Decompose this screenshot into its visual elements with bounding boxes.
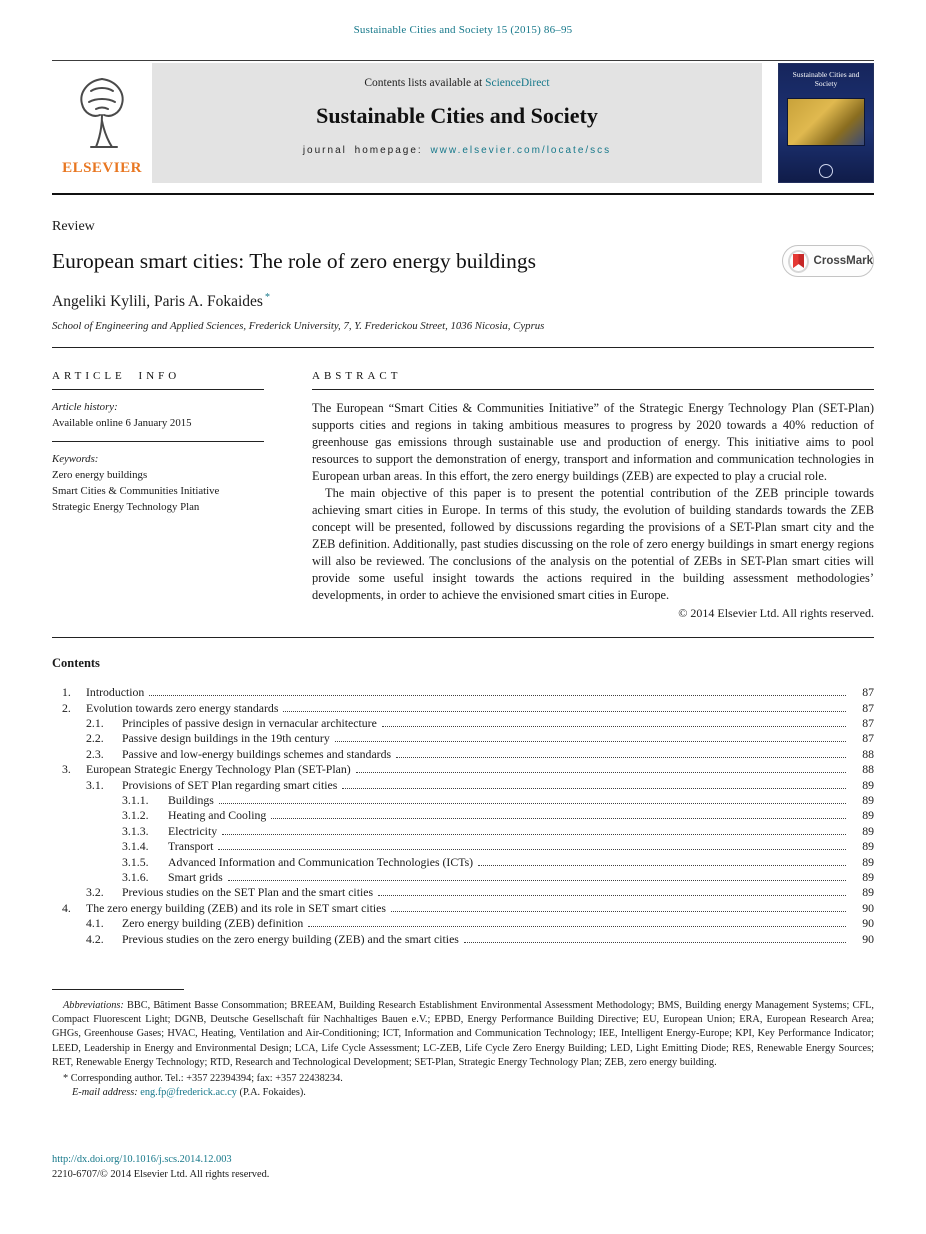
toc-page-number: 88	[862, 762, 874, 777]
toc-leader-dots	[478, 865, 846, 866]
toc-page-number: 87	[862, 685, 874, 700]
toc-section-number: 2.1.	[86, 715, 104, 730]
toc-section-label: Smart grids	[168, 870, 223, 885]
toc-section-number: 4.1.	[86, 916, 104, 931]
toc-leader-dots	[218, 849, 846, 850]
journal-header-band	[52, 63, 874, 183]
toc-row	[52, 932, 874, 947]
info-abstract-columns	[52, 370, 874, 621]
toc-page-number: 90	[862, 900, 874, 915]
header-bottom-rule	[52, 193, 874, 195]
toc-section-number: 3.1.3.	[122, 823, 149, 838]
keywords-block	[52, 442, 264, 516]
toc-row	[52, 916, 874, 931]
toc-row	[52, 855, 874, 870]
toc-leader-dots	[219, 803, 846, 804]
toc-section-label: Passive and low-energy buildings schemes and standards	[122, 746, 392, 761]
email-link[interactable]: eng.fp@frederick.ac.cy	[140, 1087, 237, 1099]
toc-page-number: 90	[862, 916, 874, 931]
toc-section-label: Previous studies on the SET Plan and the smart cities	[122, 885, 374, 900]
abbreviations-note	[52, 999, 874, 1070]
keywords-label: Keywords:	[52, 452, 99, 465]
toc-leader-dots	[335, 741, 846, 742]
copyright-line: © 2014 Elsevier Ltd. All rights reserved.	[678, 606, 874, 621]
toc-leader-dots	[308, 926, 846, 927]
abstract-column	[312, 370, 874, 621]
toc-section-label: Heating and Cooling	[168, 808, 267, 823]
keyword-item: Smart Cities & Communities Initiative	[52, 484, 220, 497]
abstract-body	[312, 390, 874, 621]
abstract-paragraph: The European “Smart Cities & Communities Initiative” of the Strategic Energy Technology Plan (SET-Plan) supports cities and regions in taking ambitious measures to progress by 2020 towards a 40% reduction of greenhouse gas emissions through sustainable use and production of energy. This initiative aims to pool resources to support the demonstration of energy, transport and information and communication technologies in European urban areas. In this effort, the zero energy buildings (ZEB) are expected to play a crucial role.	[312, 401, 874, 484]
affiliation-line: School of Engineering and Applied Sciences, Frederick University, 7, Y. Frederickou Street, 1036 Nicosia, Cyprus	[52, 320, 545, 333]
toc-leader-dots	[382, 726, 846, 727]
email-note	[52, 1086, 874, 1100]
journal-citation-line	[52, 24, 874, 36]
header-main	[52, 63, 762, 183]
toc-row	[52, 762, 874, 777]
elsevier-wordmark: ELSEVIER	[62, 160, 142, 176]
toc-section-label: The zero energy building (ZEB) and its role in SET smart cities	[86, 900, 386, 915]
crossmark-label: CrossMark	[813, 255, 873, 267]
toc-section-label: Buildings	[168, 793, 214, 807]
article-title: European smart cities: The role of zero energy buildings	[52, 249, 537, 273]
toc-section-number: 3.2.	[86, 885, 104, 900]
toc-leader-dots	[464, 942, 846, 943]
toc-page-number: 89	[862, 808, 874, 823]
toc-row	[52, 870, 874, 885]
footnotes-block	[52, 999, 874, 1100]
toc-section-label: Electricity	[168, 823, 218, 838]
toc-page-number: 89	[862, 854, 874, 869]
title-row	[52, 249, 874, 274]
cover-artwork	[787, 98, 865, 146]
toc-row	[52, 778, 874, 793]
toc-leader-dots	[149, 695, 846, 696]
toc-section-label: Introduction	[86, 685, 145, 700]
journal-homepage-line	[162, 145, 752, 156]
crossmark-badge[interactable]	[782, 245, 874, 277]
toc-page-number: 89	[862, 885, 874, 900]
toc-page-number: 87	[862, 715, 874, 730]
elsevier-tree-icon	[69, 69, 135, 158]
toc-section-number: 3.1.5.	[122, 854, 149, 869]
toc-section-number: 4.	[62, 900, 71, 915]
contents-availability-line	[162, 77, 752, 89]
toc-section-number: 3.1.1.	[122, 793, 149, 807]
toc-list	[52, 685, 874, 947]
toc-row	[52, 731, 874, 746]
toc-section-number: 1.	[62, 685, 71, 700]
toc-section-number: 3.	[62, 762, 71, 777]
journal-cover-thumbnail	[778, 63, 874, 183]
contents-prefix-text: Contents lists available at	[364, 77, 486, 89]
toc-page-number: 89	[862, 777, 874, 792]
keyword-item: Zero energy buildings	[52, 468, 148, 481]
toc-leader-dots	[378, 895, 846, 896]
toc-section-number: 3.1.4.	[122, 839, 149, 854]
toc-page-number: 90	[862, 931, 874, 946]
toc-leader-dots	[396, 757, 846, 758]
toc-page-number: 87	[862, 700, 874, 715]
doi-block	[52, 1152, 874, 1182]
toc-row	[52, 793, 874, 808]
cover-publisher-mark	[819, 164, 833, 178]
toc-section-label: Transport	[168, 839, 214, 854]
article-history-block	[52, 390, 264, 431]
footnote-separator-rule	[52, 989, 184, 990]
sciencedirect-link[interactable]: ScienceDirect	[485, 77, 550, 89]
article-info-column	[52, 370, 264, 621]
toc-leader-dots	[271, 818, 846, 819]
toc-section-number: 4.2.	[86, 931, 104, 946]
toc-leader-dots	[228, 880, 846, 881]
email-suffix: (P.A. Fokaides).	[236, 1087, 306, 1099]
toc-row	[52, 701, 874, 716]
contents-heading: Contents	[52, 656, 100, 671]
toc-row	[52, 808, 874, 823]
toc-section-label: Provisions of SET Plan regarding smart cities	[122, 777, 338, 792]
author-names: Angeliki Kylili, Paris A. Fokaides	[52, 293, 263, 311]
toc-section-number: 2.	[62, 700, 71, 715]
toc-page-number: 88	[862, 746, 874, 761]
toc-section-label: European Strategic Energy Technology Plan (SET-Plan)	[86, 762, 351, 777]
toc-section-label: Zero energy building (ZEB) definition	[122, 916, 304, 931]
toc-section-number: 3.1.	[86, 777, 104, 792]
journal-homepage-link[interactable]: www.elsevier.com/locate/scs	[430, 145, 612, 156]
email-label: E-mail address:	[72, 1087, 141, 1099]
citation-link[interactable]: Sustainable Cities and Society 15 (2015) 86–95	[353, 24, 573, 36]
abstract-bottom-rule	[52, 637, 874, 638]
abstract-paragraph: The main objective of this paper is to present the potential contribution of the ZEB principle towards achieving smart cities in Europe. In terms of this study, the evolution of building standards towards the ZEB concept will be presented, followed by discussions regarding the provisions of a SET-Plan smart city and the ZEB definition. Additionally, past studies discussing on the role of zero energy buildings in smart energy regions will also be reviewed. The conclusions of the analysis on the potential of ZEBs in SET-Plan smart cities will provide some useful insight towards the actions required in the building assessment methodologies’ developments, in order to achieve the envisioned smart cities in Europe.	[312, 486, 874, 603]
toc-section-number: 3.1.6.	[122, 870, 149, 885]
article-info-heading: ARTICLE INFO	[52, 370, 264, 390]
toc-page-number: 89	[862, 823, 874, 838]
corresponding-author-note: * Corresponding author. Tel.: +357 22394394; fax: +357 22438234.	[63, 1073, 343, 1085]
toc-leader-dots	[283, 711, 846, 712]
abstract-heading: ABSTRACT	[312, 370, 874, 390]
article-history-label: Article history:	[52, 401, 118, 414]
toc-leader-dots	[391, 911, 846, 912]
corresponding-author-mark[interactable]: *	[264, 292, 270, 303]
toc-leader-dots	[222, 834, 846, 835]
toc-section-label: Previous studies on the zero energy building (ZEB) and the smart cities	[122, 931, 459, 946]
header-center-panel	[152, 63, 762, 183]
toc-leader-dots	[342, 788, 846, 789]
toc-section-label: Principles of passive design in vernacular architecture	[122, 715, 377, 730]
toc-row	[52, 824, 874, 839]
issn-copyright-line: 2210-6707/© 2014 Elsevier Ltd. All rights reserved.	[52, 1169, 270, 1181]
toc-page-number: 89	[862, 793, 874, 807]
toc-row	[52, 716, 874, 731]
toc-row	[52, 901, 874, 916]
abbreviations-text: BBC, Bâtiment Basse Consommation; BREEAM, Building Research Establishment Environmental Assessment Methodology; BMS, Building energy Management Systems; CFL, Compact Fluorescent Light; DGNB, Deutsche Gesellschaft für Nachhaltiges Bauen e.V.; EPBD, Energy Performance Building Directive; EU, European Union; ERA, European Research Area; GHGs, Greenhouse Gases; HVAC, Heating, Ventilation and Air-Conditioning; ICT, Information and Communication Technology; IEE, Intelligent Energy-Europe; KPI, Key Performance Indicator; LEED, Leadership in Energy and Environmental Design; LCA, Life Cycle Assessment; LC-ZEB, Life Cycle Zero Energy Building; LED, Light Emitting Diode; RES, Renewable Energy Sources; RET, Renewable Energy Technology; RTD, Research and Technological Development; SET-Plan, Strategic Energy Technology Plan; ZEB, zero energy building.	[52, 1000, 874, 1068]
toc-section-label: Advanced Information and Communication Technologies (ICTs)	[168, 854, 474, 869]
toc-row	[52, 685, 874, 700]
toc-section-number: 2.2.	[86, 731, 104, 746]
toc-row	[52, 839, 874, 854]
header-top-rule	[52, 60, 874, 61]
available-online-date: Available online 6 January 2015	[52, 417, 192, 430]
abbreviations-label: Abbreviations:	[63, 1000, 124, 1012]
title-block-rule	[52, 347, 874, 348]
cover-title-text: Sustainable Cities and Society	[792, 70, 860, 88]
toc-section-label: Passive design buildings in the 19th century	[122, 731, 330, 746]
doi-link[interactable]: http://dx.doi.org/10.1016/j.scs.2014.12.003	[52, 1154, 232, 1166]
elsevier-logo	[52, 63, 152, 183]
toc-section-number: 3.1.2.	[122, 808, 149, 823]
homepage-prefix-text: journal homepage:	[302, 145, 431, 156]
toc-page-number: 87	[862, 731, 874, 746]
toc-row	[52, 747, 874, 762]
toc-section-number: 2.3.	[86, 746, 104, 761]
crossmark-bookmark-icon	[788, 250, 809, 273]
article-type-label: Review	[52, 219, 95, 234]
author-line	[52, 292, 874, 311]
toc-page-number: 89	[862, 870, 874, 885]
journal-title: Sustainable Cities and Society	[316, 103, 598, 128]
toc-page-number: 89	[862, 839, 874, 854]
toc-section-label: Evolution towards zero energy standards	[86, 700, 279, 715]
toc-leader-dots	[356, 772, 846, 773]
keyword-item: Strategic Energy Technology Plan	[52, 501, 200, 514]
toc-row	[52, 885, 874, 900]
